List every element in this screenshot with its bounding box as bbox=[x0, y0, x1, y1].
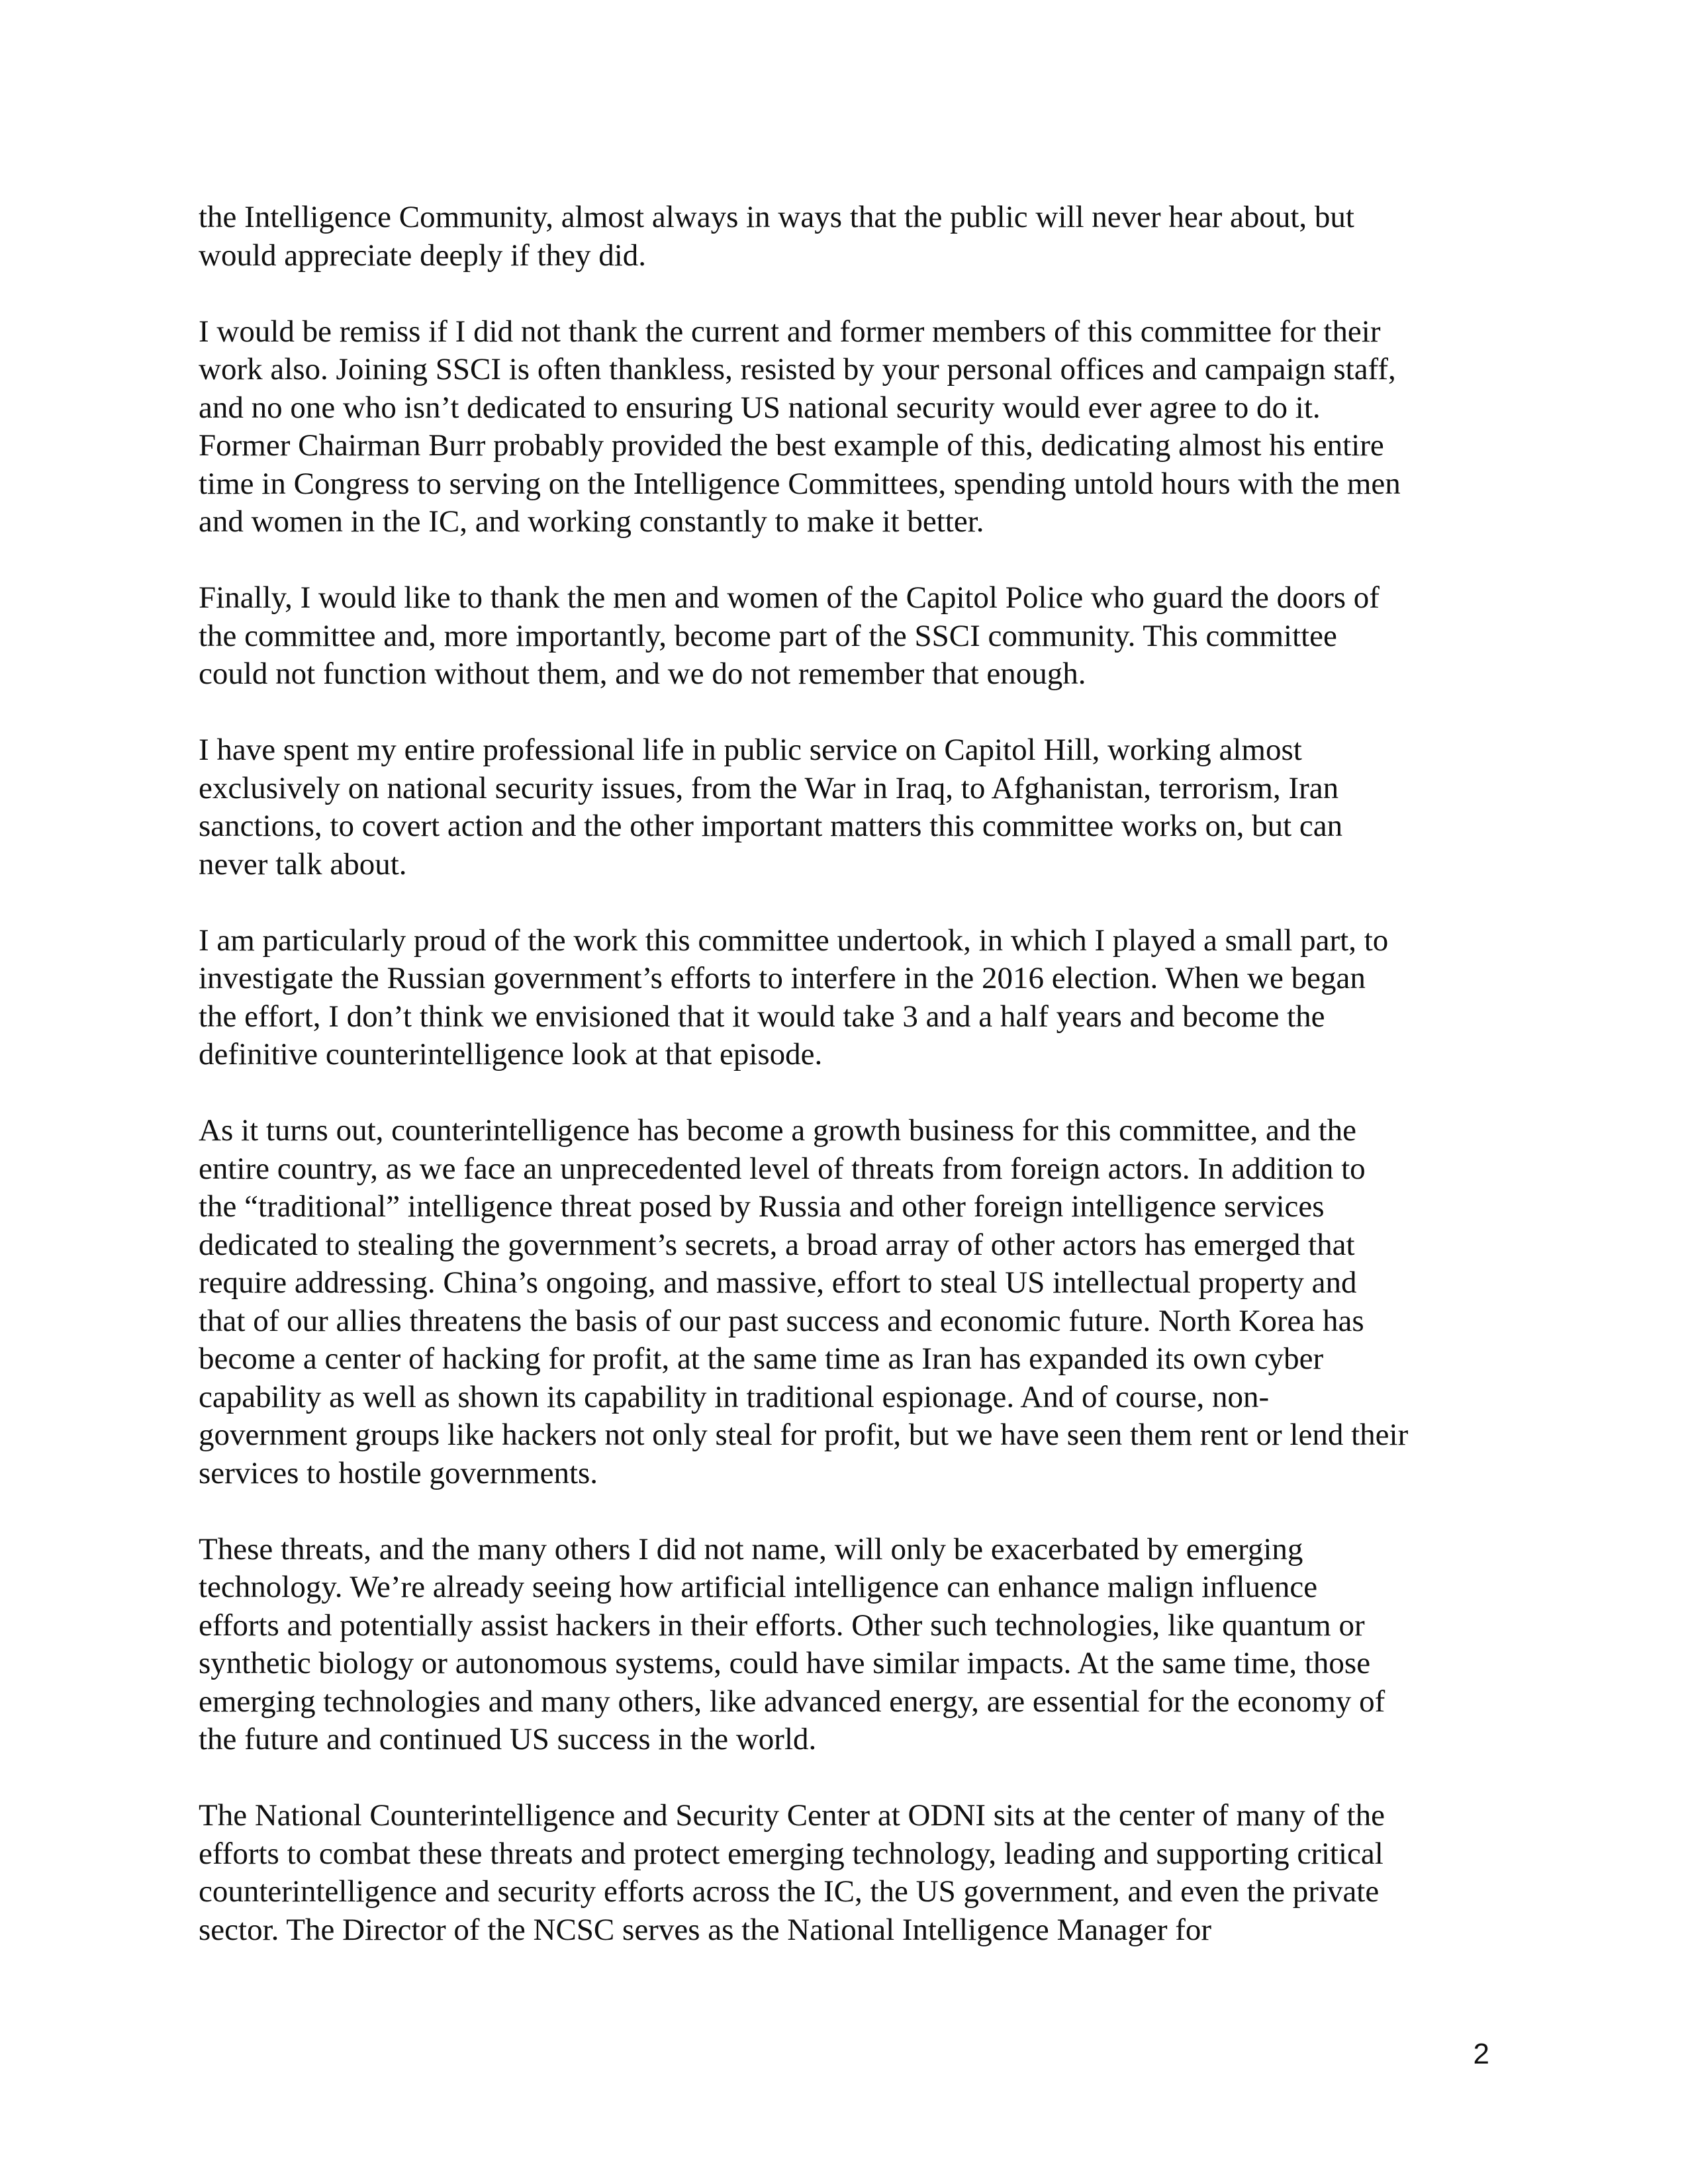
paragraph bbox=[199, 199, 1489, 275]
text-line: would appreciate deeply if they did. bbox=[199, 238, 647, 273]
text-line: work also. Joining SSCI is often thankless, resisted by your personal offices and campaign staff, bbox=[199, 352, 1396, 387]
text-line: dedicated to stealing the government’s secrets, a broad array of other actors has emerged that bbox=[199, 1227, 1355, 1262]
text-line: the “traditional” intelligence threat posed by Russia and other foreign intelligence services bbox=[199, 1189, 1325, 1224]
text-line: government groups like hackers not only steal for profit, but we have seen them rent or lend their bbox=[199, 1418, 1409, 1452]
text-line: never talk about. bbox=[199, 846, 407, 882]
paragraph bbox=[199, 1112, 1489, 1492]
text-line: and no one who isn’t dedicated to ensuring US national security would ever agree to do it. bbox=[199, 390, 1321, 425]
text-line: and women in the IC, and working constantly to make it better. bbox=[199, 504, 984, 539]
text-line: capability as well as shown its capability in traditional espionage. And of course, non- bbox=[199, 1379, 1270, 1414]
text-line: Finally, I would like to thank the men and women of the Capitol Police who guard the doors of bbox=[199, 580, 1380, 615]
page-number: 2 bbox=[1473, 2038, 1489, 2070]
text-line: As it turns out, counterintelligence has become a growth business for this committee, and the bbox=[199, 1113, 1357, 1148]
text-line: counterintelligence and security efforts across the IC, the US government, and even the private bbox=[199, 1874, 1380, 1909]
paragraph bbox=[199, 922, 1489, 1074]
text-line: services to hostile governments. bbox=[199, 1455, 598, 1490]
text-line: sector. The Director of the NCSC serves as the National Intelligence Manager for bbox=[199, 1912, 1212, 1947]
text-line: could not function without them, and we do not remember that enough. bbox=[199, 657, 1086, 691]
body-text bbox=[199, 199, 1489, 1987]
text-line: time in Congress to serving on the Intelligence Committees, spending untold hours with the men bbox=[199, 466, 1401, 501]
text-line: become a center of hacking for profit, at the same time as Iran has expanded its own cyber bbox=[199, 1342, 1324, 1376]
text-line: the effort, I don’t think we envisioned that it would take 3 and a half years and become the bbox=[199, 999, 1325, 1034]
paragraph bbox=[199, 731, 1489, 884]
text-line: the future and continued US success in the world. bbox=[199, 1722, 817, 1756]
text-line: I have spent my entire professional life in public service on Capitol Hill, working almost bbox=[199, 733, 1302, 767]
text-line: I would be remiss if I did not thank the current and former members of this committee for their bbox=[199, 314, 1381, 349]
text-line: technology. We’re already seeing how artificial intelligence can enhance malign influence bbox=[199, 1570, 1318, 1604]
paragraph bbox=[199, 1797, 1489, 1949]
text-line: that of our allies threatens the basis of our past success and economic future. North Korea has bbox=[199, 1303, 1364, 1338]
text-line: exclusively on national security issues, from the War in Iraq, to Afghanistan, terrorism, Iran bbox=[199, 770, 1339, 805]
paragraph bbox=[199, 313, 1489, 541]
paragraph bbox=[199, 579, 1489, 694]
text-line: synthetic biology or autonomous systems, could have similar impacts. At the same time, those bbox=[199, 1646, 1371, 1680]
text-line: the committee and, more importantly, become part of the SSCI community. This committee bbox=[199, 618, 1337, 653]
text-line: sanctions, to covert action and the other important matters this committee works on, but can bbox=[199, 809, 1343, 843]
text-line: emerging technologies and many others, like advanced energy, are essential for the economy of bbox=[199, 1684, 1385, 1719]
text-line: entire country, as we face an unprecedented level of threats from foreign actors. In addition to bbox=[199, 1151, 1366, 1186]
text-line: Former Chairman Burr probably provided the best example of this, dedicating almost his entire bbox=[199, 428, 1384, 463]
text-line: efforts and potentially assist hackers in their efforts. Other such technologies, like quantum or bbox=[199, 1608, 1365, 1643]
text-line: The National Counterintelligence and Security Center at ODNI sits at the center of many of the bbox=[199, 1798, 1385, 1833]
text-line: the Intelligence Community, almost always in ways that the public will never hear about, but bbox=[199, 200, 1354, 234]
text-line: require addressing. China’s ongoing, and massive, effort to steal US intellectual property and bbox=[199, 1265, 1357, 1300]
text-line: investigate the Russian government’s efforts to interfere in the 2016 election. When we began bbox=[199, 961, 1366, 995]
text-line: These threats, and the many others I did not name, will only be exacerbated by emerging bbox=[199, 1531, 1303, 1567]
text-line: efforts to combat these threats and protect emerging technology, leading and supporting critical bbox=[199, 1836, 1383, 1871]
text-line: I am particularly proud of the work this committee undertook, in which I played a small part, to bbox=[199, 923, 1389, 958]
paragraph bbox=[199, 1531, 1489, 1759]
text-line: definitive counterintelligence look at that episode. bbox=[199, 1037, 823, 1071]
